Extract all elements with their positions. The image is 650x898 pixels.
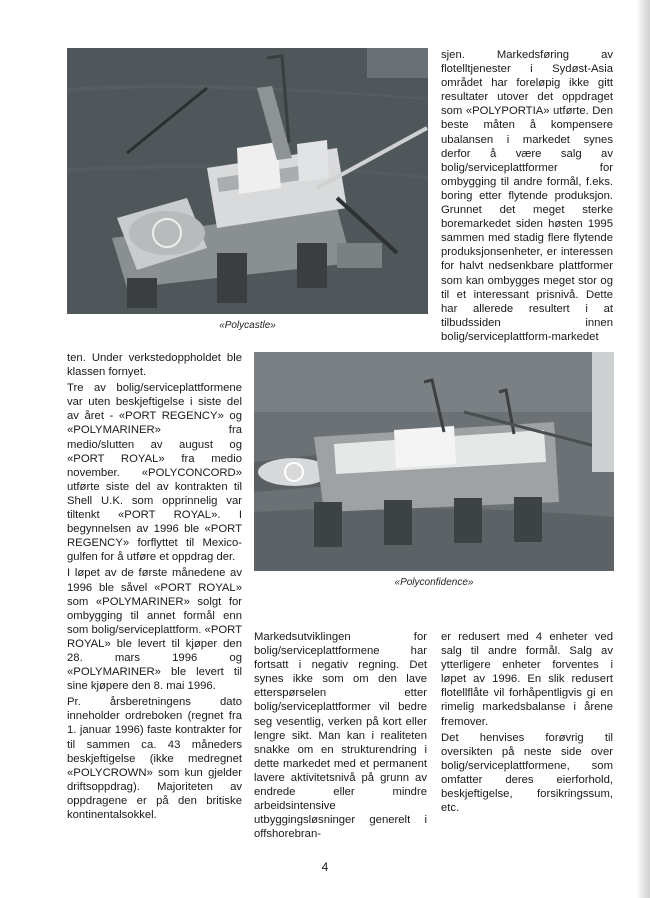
- paragraph: I løpet av de første månedene av 1996 ble såvel «PORT ROYAL» som «POLYMARINER» solgt for ombygging til annet formål enn som bolig/serviceplattform. «PORT ROYAL» ble levert til kjøper den 28. mars 1996 og «POLYMARINER» ble levert til sine kjøpere den 8. mai 1996.: [67, 567, 242, 693]
- paragraph: er redusert med 4 enheter ved salg til andre formål. Salg av ytterligere enheter forventes i løpet av 1996. En slik redusert flotellflåte vil forhåpentligvis gi en rimelig markedsbalanse i årene fremover.: [441, 631, 613, 728]
- paragraph: sjen. Markedsføring av flotelltjenester i Sydøst-Asia området har foreløpig ikke gitt resultater utover det oppdraget som «POLYPORTIA» utførte. Den beste måten å kompensere ubalansen i markedet synes derfor å være salg av bolig/serviceplattformer for ombygging til andre formål, f.eks. boring etter flytende produksjon. Grunnet det meget sterke boremarkedet siden høsten 1995 sammen med stadig flere flytende produksjonsenheter, er interessen for halvt nedsenkbare plattformer som kan ombygges meget stor og til et interessant prisnivå. Dette har allerede resultert i at tilbudssiden innen bolig/serviceplattform-markedet: [441, 49, 613, 343]
- polycastle-photo: [67, 48, 428, 314]
- polyconfidence-photo: [254, 352, 614, 571]
- paragraph: Pr. årsberetningens dato inneholder ordreboken (regnet fra 1. januar 1996) faste kontrakter for til sammen ca. 43 måneders beskjeftigelse (ikke medregnet «POLYCROWN» som kun gjelder driftsoppdrag). Majoriteten av oppdragene er på den britiske kontinentalsokkel.: [67, 696, 242, 821]
- column-left: [67, 351, 242, 824]
- paragraph: Markedsutviklingen for bolig/serviceplattformene har fortsatt i negativ regning. Det synes ikke som om den lave etterspørselen etter bolig/serviceplattformer vil bedre seg vesentlig, verken på kort eller lengre sikt. Man kan i realiteten snakke om en strukturendring i dette markedet med et permanent lavere aktivitetsnivå på grunn av endrede eller mindre arbeidsintensive utbyggingsløsninger generelt i offshorebran-: [254, 631, 427, 841]
- column-right-bottom: [441, 630, 613, 817]
- page-edge-shadow: [636, 0, 650, 898]
- paragraph: Det henvises forøvrig til oversikten på neste side over bolig/serviceplattformene, som omfatter deres eierforhold, beskjeftigelse, forsikringssum, etc.: [441, 731, 613, 815]
- paragraph: ten. Under verkstedoppholdet ble klassen fornyet.: [67, 352, 242, 379]
- column-top-right: [441, 48, 613, 346]
- polycastle-caption: «Polycastle»: [219, 320, 276, 331]
- column-middle: [254, 630, 427, 843]
- paragraph: Tre av bolig/serviceplattformene var uten beskjeftigelse i siste del av året - «PORT REGENCY» og «POLYMARINER» fra medio/slutten av august og «PORT ROYAL» fra medio november. «POLYCONCORD» utførte siste del av kontrakten til Shell U.K. som opprinnelig var tiltenkt «PORT ROYAL». I begynnelsen av 1996 ble «PORT REGENCY» forflyttet til Mexico-gulfen for å utføre et oppdrag der.: [67, 382, 242, 564]
- page-number: 4: [321, 860, 329, 874]
- polyconfidence-caption: «Polyconfidence»: [394, 577, 474, 588]
